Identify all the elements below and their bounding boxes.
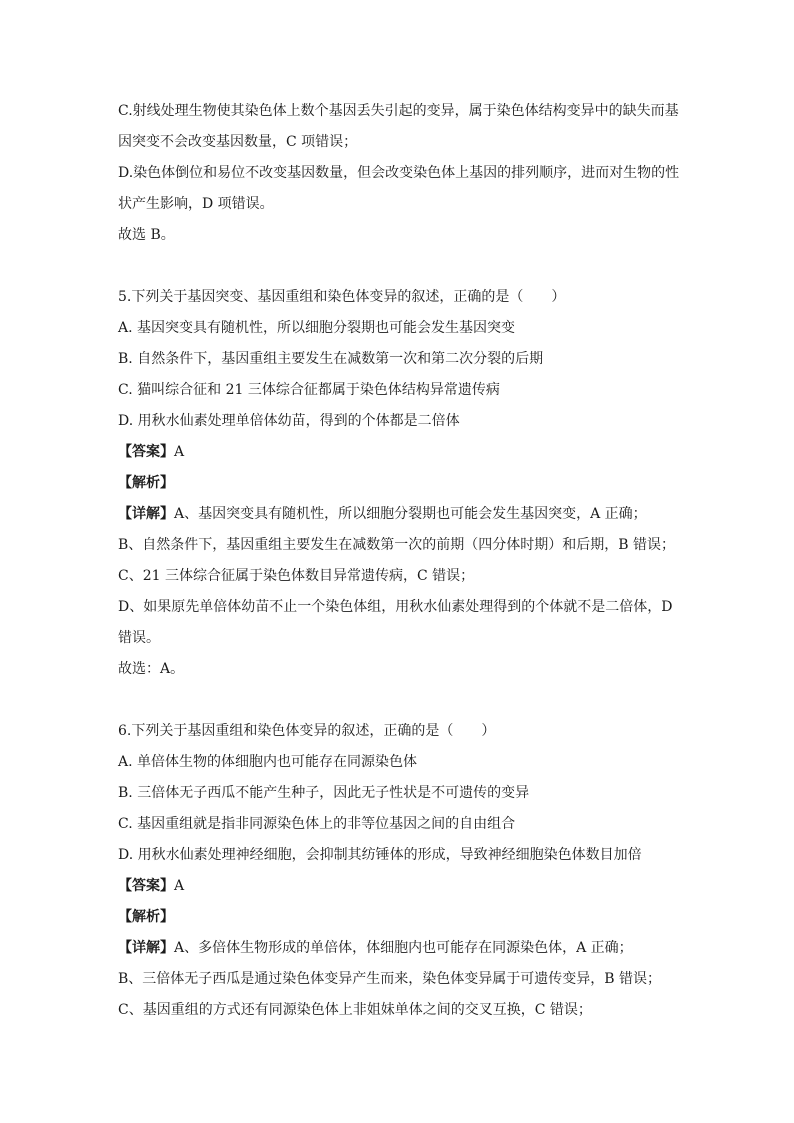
detail-a-line bbox=[118, 499, 678, 530]
option-d: D. 用秋水仙素处理单倍体幼苗，得到的个体都是二倍体 bbox=[118, 413, 460, 429]
document-page bbox=[118, 96, 678, 1026]
detail-tag: 【详解】 bbox=[118, 506, 174, 522]
spacer bbox=[118, 251, 678, 282]
option-a: A. 单倍体生物的体细胞内也可能存在同源染色体 bbox=[118, 754, 418, 770]
detail-tag: 【详解】 bbox=[118, 940, 174, 956]
analysis-tag: 【解析】 bbox=[118, 909, 174, 925]
spacer bbox=[118, 685, 678, 716]
question-stem: 5.下列关于基因突变、基因重组和染色体变异的叙述，正确的是（ ） bbox=[118, 289, 566, 305]
question-6 bbox=[118, 716, 678, 1026]
detail-c: C、21 三体综合征属于染色体数目异常遗传病，C 错误； bbox=[118, 568, 475, 584]
option-d: D. 用秋水仙素处理神经细胞，会抑制其纺锤体的形成，导致神经细胞染色体数目加倍 bbox=[118, 847, 642, 863]
detail-d-line-2: 错误。 bbox=[118, 630, 160, 646]
answer-value: A bbox=[174, 878, 185, 894]
conclusion: 故选 B。 bbox=[118, 227, 175, 243]
option-c: C. 猫叫综合征和 21 三体综合征都属于染色体结构异常遗传病 bbox=[118, 382, 500, 398]
analysis-tag: 【解析】 bbox=[118, 475, 174, 491]
detail-b: B、自然条件下，基因重组主要发生在减数第一次的前期（四分体时期）和后期，B 错误； bbox=[118, 537, 676, 553]
previous-question-explanation bbox=[118, 96, 678, 251]
answer-tag: 【答案】 bbox=[118, 444, 174, 460]
detail-d-line-1: D、如果原先单倍体幼苗不止一个染色体组，用秋水仙素处理得到的个体就不是二倍体，D bbox=[118, 599, 673, 615]
option-b: B. 自然条件下，基因重组主要发生在减数第一次和第二次分裂的后期 bbox=[118, 351, 544, 367]
detail-c: C、基因重组的方式还有同源染色体上非姐妹单体之间的交叉互换，C 错误； bbox=[118, 1002, 592, 1018]
option-c: C. 基因重组就是指非同源染色体上的非等位基因之间的自由组合 bbox=[118, 816, 516, 832]
explanation-c-line-1: C.射线处理生物使其染色体上数个基因丢失引起的变异，属于染色体结构变异中的缺失而基 bbox=[118, 103, 679, 119]
explanation-c-line-2: 因突变不会改变基因数量，C 项错误； bbox=[118, 134, 358, 150]
detail-a-line bbox=[118, 933, 678, 964]
detail-b: B、三倍体无子西瓜是通过染色体变异产生而来，染色体变异属于可遗传变异，B 错误； bbox=[118, 971, 662, 987]
answer-line bbox=[118, 871, 678, 902]
explanation-d-line-1: D.染色体倒位和易位不改变基因数量，但会改变染色体上基因的排列顺序，进而对生物的性 bbox=[118, 165, 680, 181]
question-stem: 6.下列关于基因重组和染色体变异的叙述，正确的是（ ） bbox=[118, 723, 496, 739]
option-a: A. 基因突变具有随机性，所以细胞分裂期也可能会发生基因突变 bbox=[118, 320, 516, 336]
detail-a: A、多倍体生物形成的单倍体，体细胞内也可能存在同源染色体，A 正确； bbox=[174, 940, 633, 956]
explanation-d-line-2: 状产生影响，D 项错误。 bbox=[118, 196, 274, 212]
conclusion: 故选：A。 bbox=[118, 661, 185, 677]
option-b: B. 三倍体无子西瓜不能产生种子，因此无子性状是不可遗传的变异 bbox=[118, 785, 530, 801]
detail-a: A、基因突变具有随机性，所以细胞分裂期也可能会发生基因突变，A 正确； bbox=[174, 506, 647, 522]
answer-line bbox=[118, 437, 678, 468]
answer-value: A bbox=[174, 444, 185, 460]
answer-tag: 【答案】 bbox=[118, 878, 174, 894]
question-5 bbox=[118, 282, 678, 685]
